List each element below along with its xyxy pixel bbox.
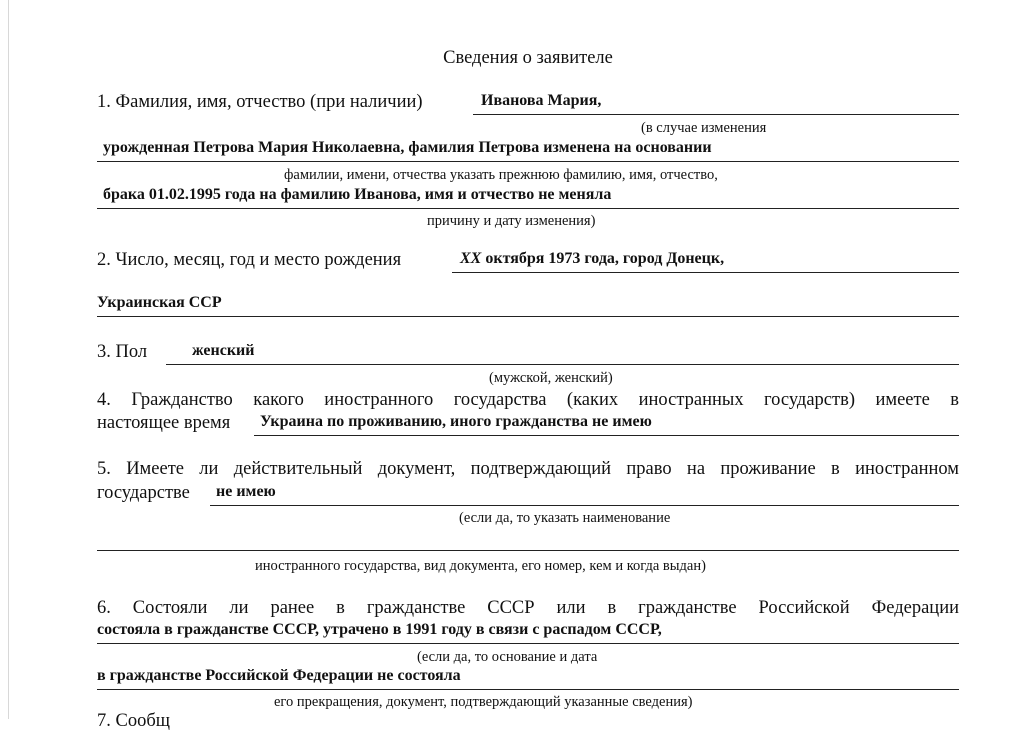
q1-hint-1: (в случае изменения xyxy=(641,120,767,136)
q6-hint-2: его прекращения, документ, подтверждающий указанные сведения) xyxy=(274,694,693,710)
q5-blank-field[interactable] xyxy=(97,528,959,551)
page-edge xyxy=(8,0,9,719)
q6-value2: в гражданстве Российской Федерации не состояла xyxy=(97,667,461,684)
q5-line1: 5. Имеете ли действительный документ, подтверждающий право на проживание в иностранном xyxy=(97,459,959,479)
q1-line3-field[interactable] xyxy=(97,186,959,209)
q6-hint-1: (если да, то основание и дата xyxy=(417,649,598,665)
q2-line2: Украинская ССР xyxy=(97,294,222,311)
q5-value-field[interactable] xyxy=(210,483,959,506)
q5-value: не имею xyxy=(216,483,276,500)
q2-value-rest: октября 1973 года, город Донецк, xyxy=(481,250,725,267)
q6-line1: 6. Состояли ли ранее в гражданстве СССР или в гражданстве Российской Федерации xyxy=(97,598,959,618)
q2-line2-field[interactable] xyxy=(97,294,959,317)
q1-value: Иванова Мария, xyxy=(481,92,602,109)
q7-line1: 7. Сообщ xyxy=(97,711,170,731)
q4-value-field[interactable] xyxy=(254,413,959,436)
q3-label: 3. Пол xyxy=(97,342,148,362)
q6-value1: состояла в гражданстве СССР, утрачено в 1991 году в связи с распадом СССР, xyxy=(97,621,662,638)
q4-label2: настоящее время xyxy=(97,413,231,433)
q1-line3: брака 01.02.1995 года на фамилию Иванова, имя и отчество не меняла xyxy=(103,186,612,203)
q1-hint-2: фамилии, имени, отчества указать прежнюю фамилию, имя, отчество, xyxy=(284,167,718,183)
q2-value-field[interactable] xyxy=(452,250,959,273)
q3-hint: (мужской, женский) xyxy=(489,370,613,386)
page-title: Сведения о заявителе xyxy=(443,48,613,68)
q5-hint-2: иностранного государства, вид документа, его номер, кем и когда выдан) xyxy=(255,558,706,574)
q3-value: женский xyxy=(192,342,255,359)
q2-label: 2. Число, месяц, год и место рождения xyxy=(97,250,402,270)
q4-line1: 4. Гражданство какого иностранного государства (каких иностранных государств) имеете в xyxy=(97,390,959,410)
q1-line2-field[interactable] xyxy=(97,139,959,162)
q5-label2: государстве xyxy=(97,483,190,503)
q1-value-field[interactable] xyxy=(473,92,959,115)
q2-value xyxy=(452,250,724,267)
q5-hint-1: (если да, то указать наименование xyxy=(459,510,671,526)
q1-hint-3: причину и дату изменения) xyxy=(427,213,596,229)
q6-value2-field[interactable] xyxy=(97,667,959,690)
q4-value: Украина по проживанию, иного гражданства не имею xyxy=(260,413,652,430)
q1-line2: урожденная Петрова Мария Николаевна, фамилия Петрова изменена на основании xyxy=(103,139,712,156)
q6-value1-field[interactable] xyxy=(97,621,959,644)
q3-value-field[interactable] xyxy=(166,342,959,365)
q1-label: 1. Фамилия, имя, отчество (при наличии) xyxy=(97,92,423,112)
q2-value-day: ХХ xyxy=(460,250,482,267)
